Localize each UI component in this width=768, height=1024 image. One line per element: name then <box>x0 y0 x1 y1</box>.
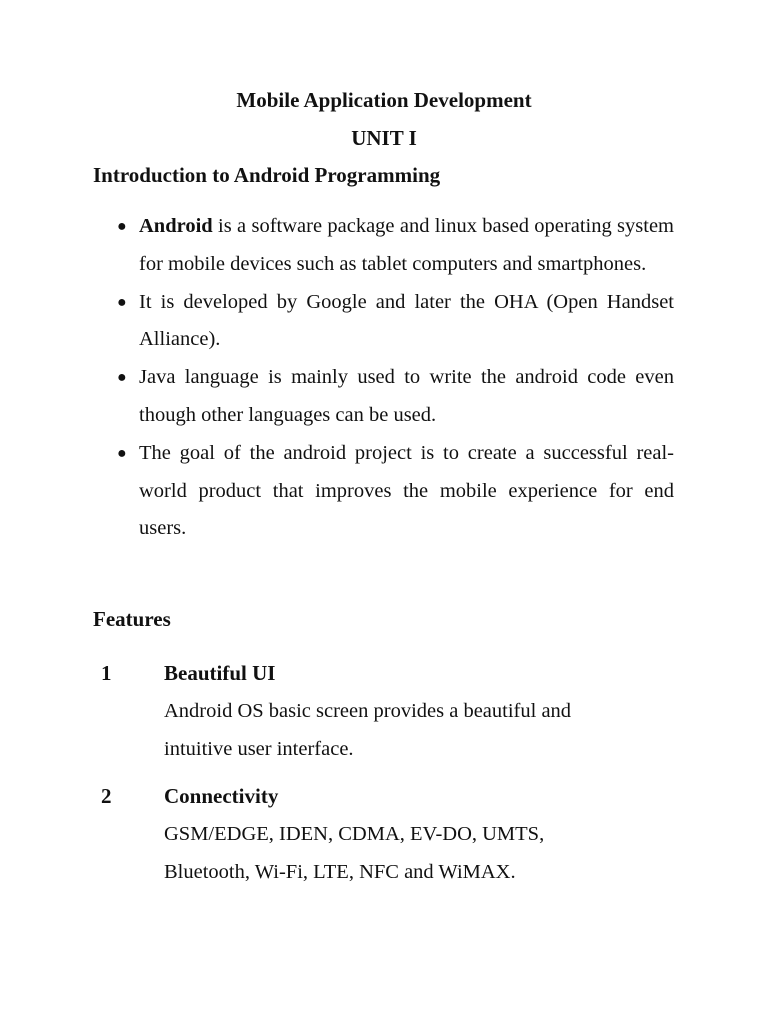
unit-title: UNIT I <box>351 126 417 150</box>
bullet-item <box>93 208 674 284</box>
bullet-text: Java language is mainly used to write the android code even though other languages can be used. <box>139 366 674 426</box>
bullet-icon: ● <box>117 293 127 311</box>
feature-description: GSM/EDGE, IDEN, CDMA, EV-DO, UMTS, Bluetooth, Wi-Fi, LTE, NFC and WiMAX. <box>164 823 545 883</box>
bullet-item <box>93 359 674 435</box>
bullet-text: is a software package and linux based operating system for mobile devices such as tablet computers and smartphones. <box>139 215 674 275</box>
bullet-icon: ● <box>117 218 127 235</box>
feature-number: 1 <box>101 661 112 685</box>
bullet-text: It is developed by Google and later the OHA (Open Handset Alliance). <box>139 290 674 351</box>
document-title: Mobile Application Development <box>236 88 532 112</box>
bullet-item <box>93 284 674 360</box>
feature-number: 2 <box>101 784 112 808</box>
feature-description: Android OS basic screen provides a beautiful and intuitive user interface. <box>164 700 572 760</box>
intro-heading: Introduction to Android Programming <box>93 163 441 187</box>
feature-title: Connectivity <box>164 784 279 808</box>
bullet-icon: ● <box>117 369 127 387</box>
bullet-icon: ● <box>117 444 127 462</box>
feature-title: Beautiful UI <box>164 661 276 685</box>
bullet-bold-text: Android <box>139 215 213 237</box>
features-heading: Features <box>93 607 171 631</box>
intro-bullet-list <box>93 208 674 548</box>
bullet-item <box>93 435 674 548</box>
bullet-text: The goal of the android project is to create a successful real-world product that improves the mobile experience for end users. <box>139 441 674 540</box>
